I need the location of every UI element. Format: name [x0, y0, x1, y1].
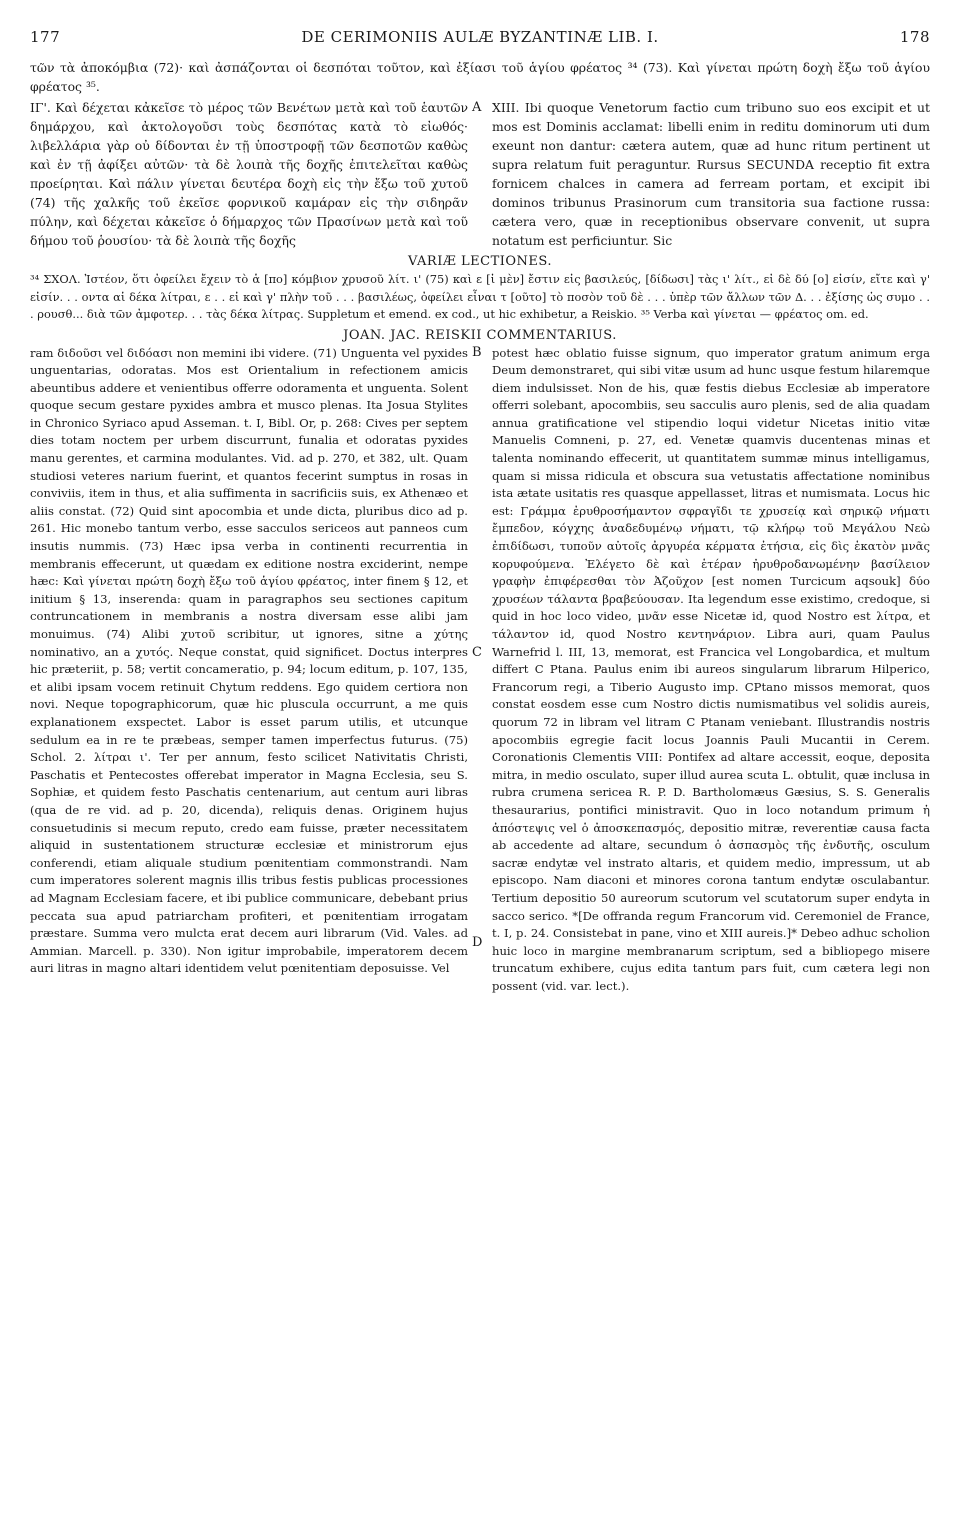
commentary-columns — [30, 345, 930, 996]
running-header — [30, 28, 930, 54]
page-number-left: 177 — [30, 28, 61, 46]
page-number-right: 178 — [899, 28, 930, 46]
running-title: DE CERIMONIIS AULÆ BYZANTINÆ LIB. I. — [301, 28, 659, 46]
margin-marker-b: B — [472, 344, 482, 360]
commentary-left-text: ram διδοῦσι vel διδόασι non memini ibi videre. (71) Unguenta vel pyxides unguentarias, odoratas. Mos est Orientalium in refectionem amicis abeuntibus addere et venientibus offerre odoramenta et unguenta. Solent quoque secum gestare pyxides ambra et musco plenas. Ita Josua Stylites in Chronico Syriaco apud Asseman. t. I, Bibl. Or, p. 268: Cives per septem dies totam noctem per urbem discurrunt, funalia et odoratas pyxides manu gerentes, et carmina modulantes. Vid. ad p. 270, et 382, ult. Quam studiosi veteres narium fuerint, et quantos fecerint sumptus in rosas in conviviis, item in thus, et alia suffimenta in sacrificiis suis, ex Athenæo et aliis constat. (72) Quid sint apocombia et unde dicta, pluribus dico ad p. 261. Hic monebo tantum verbo, esse sacculos sericeos aut panneos cum insutis nummis. (73) Hæc ipsa verba in continenti recurrentia in membranis effecerunt, ut quædam ex editione nostra exciderint, nempe hæc: Καὶ γίνεται πρώτη δοχὴ ἔξω τοῦ ἁγίου φρέατος, inter finem § 12, et initium § 13, inserenda: quam in paragraphos seu sectiones capitum contruncationem in membranis a nostra diversam esse alibi jam monuimus. (74) Alibi χυτοῦ scribitur, ut ignores, sitne a χύτης nominativo, an a χυτός. Neque constat, quid significet. Doctus interpres hic præteriit, p. 58; vertit concameratio, p. 94; locum editum, p. 107, 135, et alibi ipsam vocem retinuit Chytum reddens. Ego quidem certiora non novi. Neque topographicorum, quæ hic pluscula occurrunt, a me quis explanationem exspectet. Labor is esset parum utilis, et utcunque sedulum ea in re te præbeas, semper tamen imperfectus futurus. (75) Schol. 2. λίτραι ι'. Ter per annum, festo scilicet Nativitatis Christi, Paschatis et Pentecostes offerebat imperator in Magna Ecclesia, seu S. Sophiæ, et quidem festo Paschatis centenarium, aut centum auri libras (qua de re vid. ad p. 20, dicenda), reliquis denas. Originem hujus consuetudinis si mecum reputo, credo eam fuisse, præter necessitatem aliquid in sustentationem structuræ ecclesiæ et ministrorum ejus conferendi, etiam aliquale studium pœnitentiam commonstrandi. Nam cum imperatores solerent magnis illis tribus festis publicas processiones ad Magnam Ecclesiam facere, et ibi publice communicare, debebant prius peccata sua apud patriarcham profiteri, et pœnitentiam irrogatam præstare. Summa vero mulcta erat decem auri librarum (Vid. Vales. ad Ammian. Marcell. p. 330). Non igitur improbabile, imperatorem decem auri litras in magno altari identidem velut pœnitentiam deposuisse. Vel — [30, 345, 468, 976]
commentary-title: JOAN. JAC. REISKII COMMENTARIUS. — [343, 327, 617, 343]
variae-lectiones — [30, 254, 930, 324]
latin-column — [492, 98, 930, 250]
commentary-left-column — [30, 345, 468, 996]
greek-column — [30, 98, 468, 250]
lead-paragraph: τῶν τὰ ἀποκόμβια (72)· καὶ ἀσπάζονται οἱ δεσπόται τοῦτον, καὶ ἐξίασι τοῦ ἁγίου φρέατος ³⁴ (73). Καὶ γίνεται πρώτη δοχὴ ἔξω τοῦ ἁγίου φρέατος ³⁵. — [30, 60, 930, 94]
commentary-right-column — [492, 345, 930, 996]
variae-title: VARIÆ LECTIONES. — [408, 254, 552, 269]
variae-text: ³⁴ ΣΧΟΛ. Ἰστέον, ὅτι ὀφείλει ἔχειν τὸ ἁ [πο] κόμβιον χρυσοῦ λίτ. ι' (75) καὶ ε [ἰ μὲν] ἔστιν εἰς βασιλεύς, [δίδωσι] τὰς ι' λίτ., εἰ δὲ δύ [ο] εἰσίν, εἴτε καὶ γ' εἰσίν. . . οντα αἱ δέκα λίτραι, ε . . εἰ καὶ γ' πλὴν τοῦ . . . βασιλέως, ὀφείλει εἶναι τ [οῦτο] τὸ ποσὸν τοῦ δὲ . . . ὑπὲρ τῶν ἄλλων τῶν Δ. . . ἐξίσης ὡς συμο . . . ρουσθ... διὰ τῶν ἀμφοτερ. . . τὰς δέκα λίτρας. Suppletum et emend. ex cod., ut hic exhibetur, a Reiskio. ³⁵ Verba καὶ γίνεται — φρέατος om. ed. — [30, 272, 930, 321]
margin-marker-a: A — [472, 100, 482, 115]
main-text-columns — [30, 98, 930, 250]
commentary-right-text: potest hæc oblatio fuisse signum, quo imperator gratum animum erga Deum demonstraret, qui sibi vitæ usum ad hunc usque festum hilaremque diem indulsisset. Non de his, quæ festis diebus Ecclesiæ ab imperatore offerri solebant, apocombiis, seu sacculis auro plenis, sed de alia quadam annua gratificatione vel stipendio loqui videtur Nicetas initio vitæ Manuelis Comneni, p. 27, ed. Venetæ quamvis ducentenas minas et talenta nominando effecerit, ut quantitatem summæ minus intelligamus, quam si missa ridicula et obscura sua vetustatis affectatione nominibus ista ætate usitatis res quasque appellasset, litras et numismata. Locus hic est: Γράμμα ἐρυθροσήμαντον σφραγῖδι τε χρυσείᾳ καὶ σηρικῷ νήματι ἔμπεδον, κόγχης ἀναδεδυμένῳ νήματι, τῷ κλήρῳ τοῦ Μεγάλου Νεὼ ἐπιδίδωσι, τυποῦν αὐτοῖς ἀργυρέα κέρματα ἐτήσια, εἰς δὶς ἑκατὸν μνᾶς κορυφούμενα. Ἐλέγετο δὲ καὶ ἑτέραν ἠρυθροδανωμένην βασίλειον γραφὴν ἐπιφέρεσθαι τὸν Ἀζοῦχον [est nomen Turcicum aqsouk] δύο χρυσέων τάλαντα βραβεύουσαν. Ita legendum esse existimo, credoque, si quid in hoc loco video, μνᾶν esse Nicetæ id, quod Nostro est λίτρα, et τάλαντον id, quod Nostro κεντηνάριον. Libra auri, quam Paulus Warnefrid l. III, 13, memorat, est Francica vel Longobardica, et multum differt C Ptana. Paulus enim ibi aureos singularum librarum Hilperico, Francorum regi, a Tiberio Augusto imp. CPtano missos memorat, quos constat eosdem esse cum Nostro dictis numismatibus vel solidis aureis, quorum 72 in libram vel litram C Ptanam veniebant. Illustrandis nostris apocombiis egregie facit locus Joannis Pauli Mucantii in Cerem. Coronationis Clementis VIII: Pontifex ad altare accessit, eoque, deposita mitra, in medio osculato, super illud aurea scuta L. obtulit, quæ inclusa in rubra crumena sericea R. P. D. Bartholomæus Gæsius, S. S. Generalis thesaurarius, pontifici ministravit. Quo in loco notandum primum ἡ ἀπόστεψις vel ὁ ἀποσκεπασμός, depositio mitræ, reverentiæ causa facta ab accedente ad altare, secundum ὁ ἀσπασμὸς τῆς ἐνδυτῆς, osculum sacræ endytæ vel instrato altaris, et quidem medio, impressum, ut ab episcopo. Nam diaconi et minores corona tantum endytæ osculabantur. Tertium depositio 50 aureorum scutorum vel scutatorum super endyta in sacco serico. *[De offranda regum Francorum vid. Ceremoniel de France, t. I, p. 24. Consistebat in pane, vino et XIII aureis.]* Debeo adhuc scholion huic loco in margine membranarum scriptum, sed a bibliopego misere truncatum exhibere, cujus edita tantum pars fuit, cum cætera legi non possent (vid. var. lect.). — [492, 345, 930, 993]
margin-marker-d: D — [472, 934, 483, 950]
commentary — [30, 328, 930, 996]
page — [30, 28, 930, 995]
margin-marker-c: C — [472, 644, 482, 660]
latin-text: XIII. Ibi quoque Venetorum factio cum tribuno suo eos excipit et ut mos est Dominis acclamat: libelli enim in reditu dominorum uti dum exeunt non dantur: cætera autem, quæ ad hunc ritum pertinent ut supra relatum fuit peraguntur. Rursus SECUNDA receptio fit extra fornicem chalces in camera ad ferream portam, et excipit ibi dominos tribunus Prasinorum cum transitoria sua factione russa: cætera vero, quæ in receptionibus observare convenit, ut supra notatum est perficiuntur. Sic — [492, 100, 930, 248]
greek-text: ΙΓ'. Καὶ δέχεται κἀκεῖσε τὸ μέρος τῶν Βενέτων μετὰ καὶ τοῦ ἑαυτῶν δημάρχου, καὶ ἀκτολογοῦσι τοὺς δεσπότας κατὰ τὸ εἰωθός· λιβελλάρια γὰρ οὐ δίδονται ἐν τῇ ὑποστροφῇ τῶν δεσποτῶν καθὼς καὶ ἐν τῇ ἀφίξει αὐτῶν· τὰ δὲ λοιπὰ τῆς δοχῆς ἐπιτελεῖται καθὼς προείρηται. Καὶ πάλιν γίνεται δευτέρα δοχὴ εἰς τὴν ἔξω τοῦ χυτοῦ (74) τῆς χαλκῆς τοῦ ἐκεῖσε φορνικοῦ καμάραν εἰς τὴν σιδηρᾶν πύλην, καὶ δέχεται κἀκεῖσε ὁ δήμαρχος τῶν Πρασίνων μετὰ καὶ τοῦ δήμου τοῦ ῥουσίου· τὰ δὲ λοιπὰ τῆς δοχῆς — [30, 100, 468, 248]
